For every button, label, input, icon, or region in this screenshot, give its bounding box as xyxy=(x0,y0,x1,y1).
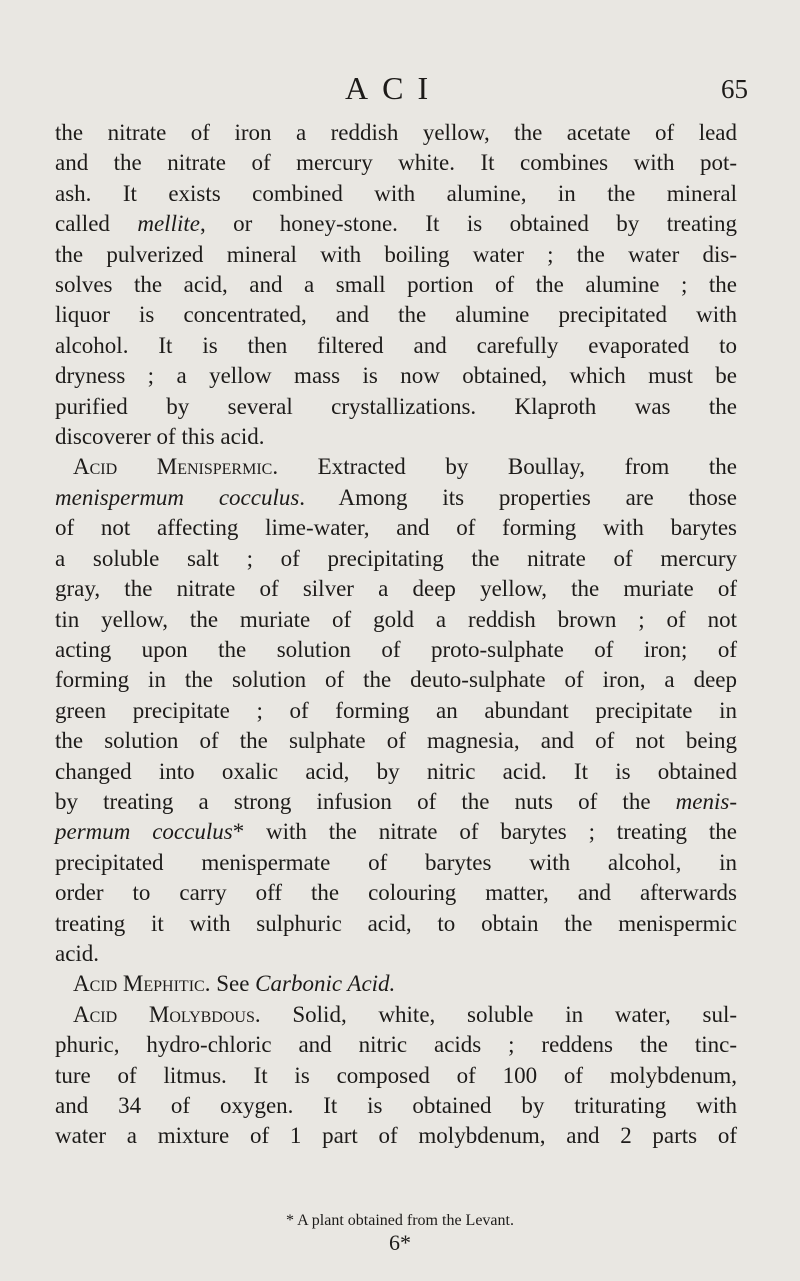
text-line: tin yellow, the muriate of gold a reddish brown ; of not xyxy=(55,606,737,632)
text-line: the nitrate of iron a reddish yellow, the acetate of lead xyxy=(55,120,737,145)
text-line xyxy=(55,817,737,847)
text-line: changed into oxalic acid, by nitric acid. It is obtained xyxy=(55,758,737,784)
italic-term: mellite xyxy=(137,211,200,237)
text-line: green precipitate ; of forming an abundant precipitate in xyxy=(55,697,737,723)
paragraph-mellitic-continuation xyxy=(55,118,737,452)
italic-term: permum cocculus xyxy=(55,819,233,845)
italic-term: menispermum cocculus xyxy=(55,484,300,510)
text-line: precipitated menispermate of barytes with alcohol, in xyxy=(55,849,737,875)
text-line: solves the acid, and a small portion of the alumine ; the xyxy=(55,272,737,298)
entry-heading: Acid Molybdous. xyxy=(73,1001,261,1027)
text-line: discoverer of this acid. xyxy=(55,424,265,450)
text-line: gray, the nitrate of silver a deep yellow, the muriate of xyxy=(55,576,737,602)
text-line xyxy=(55,969,737,999)
text-line: acid. xyxy=(55,940,100,966)
text-fragment: called xyxy=(55,211,138,237)
text-line: order to carry off the colouring matter, and afterwards xyxy=(55,880,737,906)
text-fragment: * with the nitrate of barytes ; treating the xyxy=(232,819,737,845)
entry-acid-mephitic xyxy=(55,969,737,999)
text-fragment: Extracted by Boullay, from the xyxy=(278,454,737,480)
italic-term: menis- xyxy=(675,788,737,814)
text-fragment: , or honey-stone. It is obtained by treating xyxy=(199,211,737,237)
text-line: the solution of the sulphate of magnesia, and of not being xyxy=(55,728,737,754)
entry-acid-molybdous xyxy=(55,1000,737,1152)
text-fragment: Solid, white, soluble in water, sul- xyxy=(260,1001,737,1027)
text-line: dryness ; a yellow mass is now obtained, which must be xyxy=(55,363,737,389)
cross-reference: Carbonic Acid. xyxy=(255,971,396,997)
text-line: purified by several crystallizations. Klaproth was the xyxy=(55,393,737,419)
entry-acid-menispermic xyxy=(55,452,737,969)
text-line: a soluble salt ; of precipitating the nitrate of mercury xyxy=(55,545,737,571)
body-text xyxy=(55,118,737,1152)
text-line: treating it with sulphuric acid, to obtain the menispermic xyxy=(55,910,737,936)
text-fragment: See xyxy=(210,971,256,997)
text-line: and the nitrate of mercury white. It combines with pot- xyxy=(55,150,737,176)
text-line: of not affecting lime-water, and of forming with barytes xyxy=(55,515,737,541)
text-line xyxy=(55,787,737,817)
text-line: ash. It exists combined with alumine, in the mineral xyxy=(55,180,737,206)
running-title: ACI xyxy=(345,70,443,106)
text-line: liquor is concentrated, and the alumine precipitated with xyxy=(55,302,737,328)
text-line xyxy=(55,483,737,513)
text-line xyxy=(55,209,737,239)
entry-heading: Acid Mephitic. xyxy=(73,971,211,997)
page-header xyxy=(0,70,800,110)
footnote: * A plant obtained from the Levant. xyxy=(286,1212,514,1229)
text-line: alcohol. It is then filtered and carefully evaporated to xyxy=(55,332,737,358)
page-number: 65 xyxy=(721,74,748,104)
text-line: forming in the solution of the deuto-sulphate of iron, a deep xyxy=(55,667,737,693)
text-line: water a mixture of 1 part of molybdenum, and 2 parts of xyxy=(55,1123,737,1149)
entry-heading: Acid Menispermic. xyxy=(73,454,279,480)
text-line xyxy=(55,1000,737,1030)
text-fragment: by treating a strong infusion of the nuts of the xyxy=(55,788,676,814)
text-line: ture of litmus. It is composed of 100 of molybdenum, xyxy=(55,1062,737,1088)
text-line xyxy=(55,452,737,482)
text-line: acting upon the solution of proto-sulphate of iron; of xyxy=(55,636,737,662)
signature-mark: 6* xyxy=(389,1230,411,1255)
text-fragment: . Among its properties are those xyxy=(299,484,737,510)
text-line: the pulverized mineral with boiling water ; the water dis- xyxy=(55,241,737,267)
text-line: and 34 of oxygen. It is obtained by triturating with xyxy=(55,1093,737,1118)
text-line: phuric, hydro-chloric and nitric acids ; reddens the tinc- xyxy=(55,1032,737,1058)
